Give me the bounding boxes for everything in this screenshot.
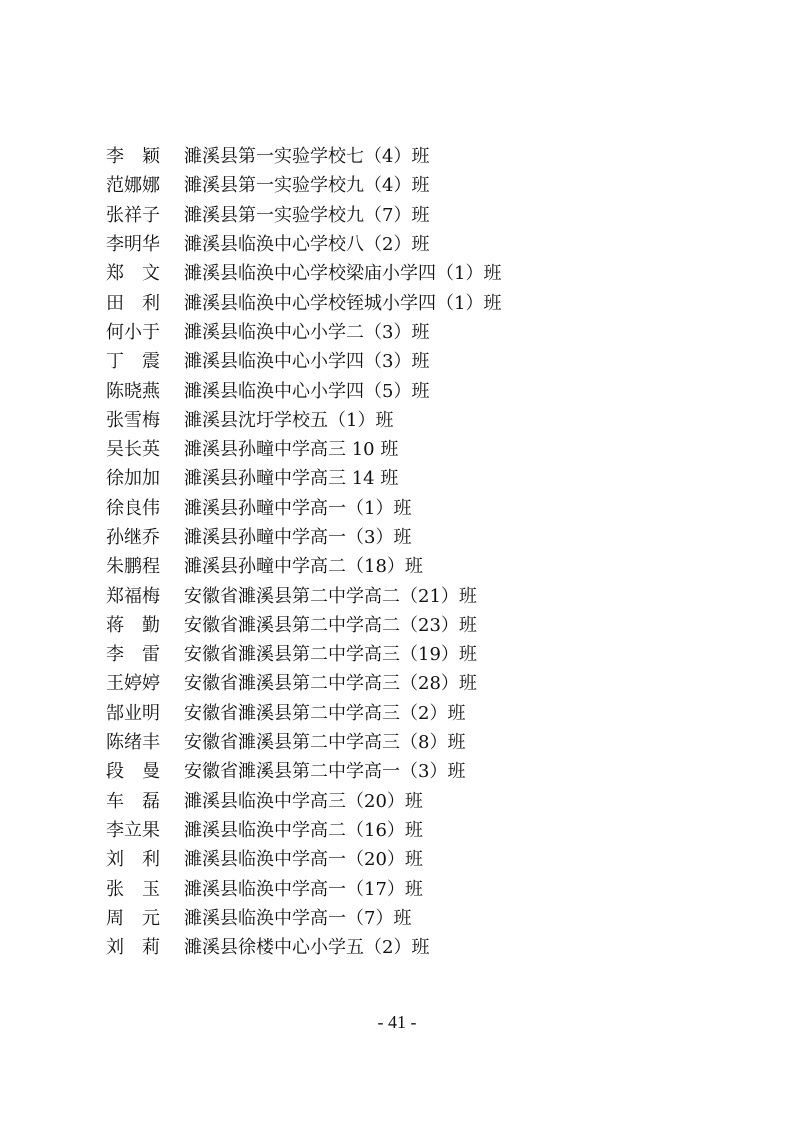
- page-number: - 41 -: [377, 1012, 417, 1032]
- person-name: 李 颖: [106, 146, 160, 168]
- school-class: 安徽省濉溪县第二中学高二（21）班: [184, 585, 477, 607]
- person-name: 刘 莉: [106, 937, 160, 959]
- school-class: 濉溪县临涣中学高三（20）班: [184, 790, 423, 812]
- list-item: [106, 318, 746, 347]
- school-class: 濉溪县徐楼中心小学五（2）班: [184, 937, 430, 959]
- person-name: 徐良伟: [106, 497, 160, 519]
- person-name: 张雪梅: [106, 409, 160, 431]
- person-name: 陈晓燕: [106, 380, 160, 402]
- list-item: [106, 259, 746, 288]
- person-name: 范娜娜: [106, 175, 160, 197]
- list-item: [106, 171, 746, 200]
- school-class: 濉溪县临涣中学高一（20）班: [184, 849, 423, 871]
- school-class: 濉溪县临涣中心学校梁庙小学四（1）班: [184, 263, 502, 285]
- list-item: [106, 728, 746, 757]
- person-name: 刘 利: [106, 849, 160, 871]
- award-list: [106, 142, 746, 962]
- list-item: [106, 640, 746, 669]
- school-class: 安徽省濉溪县第二中学高三（28）班: [184, 673, 477, 695]
- person-name: 陈绪丰: [106, 732, 160, 754]
- school-class: 濉溪县临涣中学高一（7）班: [184, 907, 412, 929]
- person-name: 田 利: [106, 292, 160, 314]
- school-class: 濉溪县沈圩学校五（1）班: [184, 409, 394, 431]
- person-name: 孙继乔: [106, 527, 160, 548]
- person-name: 李明华: [106, 234, 160, 256]
- person-name: 车 磊: [106, 790, 160, 812]
- list-item: [106, 699, 746, 728]
- school-class: 濉溪县临涣中学高二（16）班: [184, 819, 423, 841]
- list-item: [106, 464, 746, 493]
- school-class: 濉溪县临涣中心小学四（5）班: [184, 380, 430, 402]
- list-item: [106, 494, 746, 523]
- school-class: 濉溪县临涣中心学校八（2）班: [184, 234, 430, 256]
- person-name: 周 元: [106, 907, 160, 929]
- person-name: 丁 震: [106, 351, 160, 373]
- person-name: 张 玉: [106, 878, 160, 900]
- list-item: [106, 230, 746, 259]
- list-item: [106, 904, 746, 933]
- school-class: 安徽省濉溪县第二中学高三（2）班: [184, 702, 466, 724]
- school-class: 濉溪县孙疃中学高三 10 班: [184, 439, 399, 461]
- school-class: 濉溪县第一实验学校九（4）班: [184, 175, 430, 197]
- person-name: 郑福梅: [106, 585, 160, 607]
- person-name: 吴长英: [106, 439, 160, 461]
- list-item: [106, 757, 746, 786]
- person-name: 郑 文: [106, 263, 160, 285]
- list-item: [106, 435, 746, 464]
- school-class: 安徽省濉溪县第二中学高三（8）班: [184, 732, 466, 754]
- list-item: [106, 552, 746, 581]
- list-item: [106, 142, 746, 171]
- school-class: 濉溪县第一实验学校七（4）班: [184, 146, 430, 168]
- person-name: 李立果: [106, 819, 160, 841]
- person-name: 郜业明: [106, 702, 160, 724]
- person-name: 蒋 勤: [106, 614, 160, 636]
- list-item: [106, 347, 746, 376]
- school-class: 濉溪县孙疃中学高三 14 班: [184, 468, 399, 490]
- list-item: [106, 787, 746, 816]
- list-item: [106, 288, 746, 317]
- list-item: [106, 816, 746, 845]
- list-item: [106, 933, 746, 962]
- school-class: 安徽省濉溪县第二中学高二（23）班: [184, 614, 477, 636]
- list-item: [106, 669, 746, 698]
- school-class: 安徽省濉溪县第二中学高三（19）班: [184, 644, 477, 666]
- person-name: 朱鹏程: [106, 556, 160, 578]
- person-name: 张祥子: [106, 204, 160, 226]
- school-class: 濉溪县临涣中学高一（17）班: [184, 878, 423, 900]
- person-name: 王婷婷: [106, 673, 160, 695]
- list-item: [106, 611, 746, 640]
- school-class: 安徽省濉溪县第二中学高一（3）班: [184, 761, 466, 783]
- school-class: 濉溪县临涣中心小学四（3）班: [184, 351, 430, 373]
- list-item: [106, 406, 746, 435]
- school-class: 濉溪县孙疃中学高二（18）班: [184, 556, 423, 578]
- list-item: [106, 523, 746, 552]
- school-class: 濉溪县第一实验学校九（7）班: [184, 204, 430, 226]
- school-class: 濉溪县孙疃中学高一（1）班: [184, 497, 412, 519]
- person-name: 段 曼: [106, 761, 160, 783]
- person-name: 徐加加: [106, 468, 160, 490]
- person-name: 何小于: [106, 321, 160, 343]
- list-item: [106, 376, 746, 405]
- school-class: 濉溪县临涣中心学校铚城小学四（1）班: [184, 292, 502, 314]
- school-class: 濉溪县孙疃中学高一（3）班: [184, 527, 412, 548]
- list-item: [106, 874, 746, 903]
- list-item: [106, 581, 746, 610]
- person-name: 李 雷: [106, 644, 160, 666]
- school-class: 濉溪县临涣中心小学二（3）班: [184, 321, 430, 343]
- list-item: [106, 201, 746, 230]
- list-item: [106, 845, 746, 874]
